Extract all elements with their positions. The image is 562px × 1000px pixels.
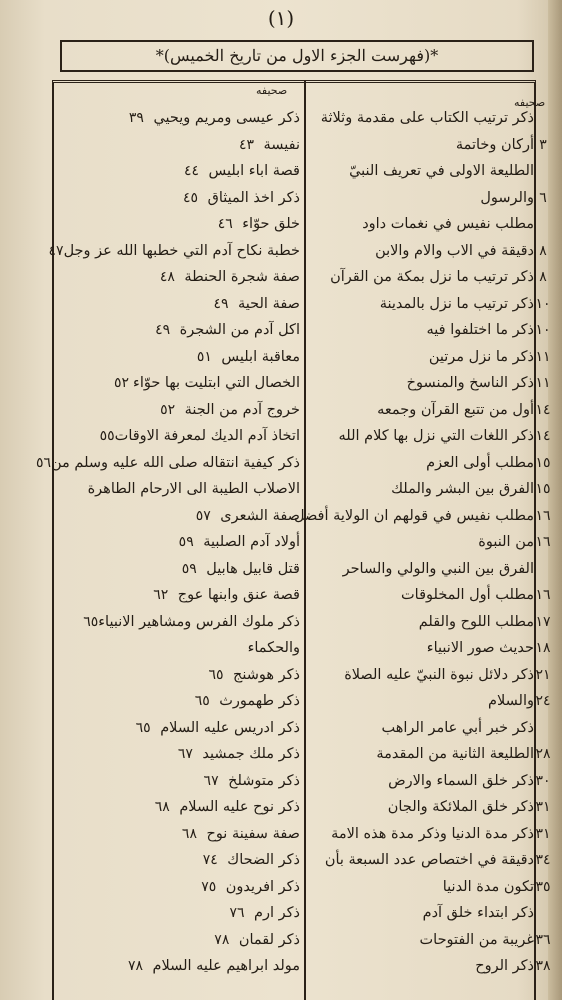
page-ref: ٣٤ <box>535 852 551 868</box>
entry-title: أركان وخاتمة <box>455 136 534 153</box>
entry-title: صفة شجرة الحنطة <box>184 269 300 285</box>
page-ref: ٣١ <box>535 799 551 815</box>
entry-title: حديث صور الانبياء <box>426 640 534 656</box>
entry-title: ذكر ترتيب ما نزل بمكة من القرآن <box>330 269 534 285</box>
entry-title: ذكر اللغات التي نزل بها كلام الله <box>338 428 534 444</box>
index-entry <box>110 587 300 603</box>
index-entry <box>309 428 551 444</box>
page-ref: ٤٣ <box>239 136 255 153</box>
page-ref: ٦٧ <box>203 772 219 789</box>
entry-title: نفيسة <box>263 136 300 153</box>
index-entry <box>110 905 300 921</box>
index-entry <box>110 163 300 179</box>
page-ref: ٤٩ <box>213 295 229 312</box>
index-entry <box>110 852 300 868</box>
index-entry <box>83 613 300 630</box>
index-entry <box>309 534 551 550</box>
entry-title: الخصال التي ابتليت بها حوّاء <box>133 375 300 391</box>
index-entry <box>110 640 300 656</box>
page-ref: ٦٢ <box>153 587 169 603</box>
index-entry <box>309 561 534 577</box>
page-ref: ٤٩ <box>155 322 171 338</box>
page-ref: ١١ <box>535 375 551 391</box>
index-entry <box>110 508 300 524</box>
index-entry <box>309 640 551 656</box>
entry-title: ذكر متوشلخ <box>228 772 300 789</box>
entry-title: ذكر لقمان <box>238 931 300 948</box>
index-entry <box>309 666 551 683</box>
page-ref: ١٤ <box>535 401 551 418</box>
entry-title: خلق حوّاء <box>242 216 300 232</box>
entry-title: صفة الحية <box>238 295 300 312</box>
index-entry <box>309 746 551 762</box>
entry-title: ذكر ترتيب الكتاب على مقدمة وثلاثة <box>320 110 534 126</box>
entry-title: والسلام <box>487 693 534 709</box>
page-ref: ٧٥ <box>201 878 217 895</box>
entry-title: ذكر افريدون <box>225 878 300 895</box>
index-entry <box>309 878 551 895</box>
page-ref: ٦٥ <box>208 666 224 683</box>
page-ref: ٢٨ <box>535 746 551 762</box>
page-ref: ٣٩ <box>128 110 144 126</box>
entry-title: ذكر خبر أبي عامر الراهب <box>381 719 534 736</box>
index-entry <box>309 905 534 921</box>
page-ref: ٧٤ <box>202 852 218 868</box>
page-ref: ٧٨ <box>214 931 230 948</box>
entry-title: صفة سفينة نوح <box>206 825 300 842</box>
page-ref: ٥٥ <box>99 428 115 444</box>
entry-title: والحكماء <box>247 640 300 656</box>
entry-title: مولد ابراهيم عليه السلام <box>152 958 300 974</box>
index-entry <box>309 348 551 365</box>
entry-title: ذكر ارم <box>254 905 300 921</box>
index-entry <box>48 242 300 259</box>
page-ref: ٧٨ <box>127 958 144 974</box>
index-entry <box>110 269 300 285</box>
page-ref: ٤٨ <box>159 269 175 285</box>
entry-title: الطليعة الثانية من المقدمة <box>376 746 534 762</box>
page-ref: ٤٥ <box>183 189 199 206</box>
index-entry <box>35 454 300 471</box>
entry-title: الطليعة الاولى في تعريف النبيّ <box>349 163 534 179</box>
entry-title: قصة اباء ابليس <box>208 163 300 179</box>
index-entry <box>309 242 547 259</box>
page-ref: ٥٦ <box>35 454 51 471</box>
page-ref: ٤٦ <box>217 216 233 232</box>
page-ref: ٥١ <box>196 348 212 365</box>
entry-title: اتخاذ آدم الديك لمعرفة الاوقات <box>114 428 300 444</box>
page-ref: ٣٥ <box>535 878 551 895</box>
entry-title: ذكر ما نزل مرتين <box>428 348 534 365</box>
page-ref: ٦٨ <box>154 799 170 815</box>
entry-title: ذكر ابتداء خلق آدم <box>422 905 534 921</box>
entry-title: ذكر الروح <box>475 958 534 974</box>
index-entry <box>110 561 300 577</box>
page-ref: ٥٩ <box>178 534 194 550</box>
index-entry <box>309 693 551 709</box>
entry-title: الفرق بين النبي والولي والساحر <box>342 560 534 577</box>
left-column-header: صحيفه <box>256 84 288 97</box>
index-entry <box>110 826 300 842</box>
index-entry <box>110 190 300 206</box>
index-entry <box>294 507 551 524</box>
entry-title: مطلب أولى العزم <box>426 454 534 471</box>
entry-title: من النبوة <box>478 534 534 550</box>
page-ref: ١٦ <box>535 534 551 550</box>
page-ref: ٦٧ <box>177 746 193 762</box>
page-ref: ١١ <box>535 348 551 365</box>
index-entry <box>309 481 551 497</box>
index-entry <box>110 693 300 709</box>
index-entry <box>309 189 547 206</box>
page-ref: ١٠ <box>535 295 551 312</box>
page-ref: ٥٢ <box>160 401 176 418</box>
index-entry <box>309 136 547 153</box>
entry-title: أول من تتبع القرآن وجمعه <box>377 401 534 418</box>
entry-title: ذكر اخذ الميثاق <box>207 189 300 206</box>
index-entry <box>110 667 300 683</box>
index-entry <box>309 613 551 630</box>
entry-title: ذكر الناسخ والمنسوخ <box>406 375 534 391</box>
page-ref: ١٥ <box>535 481 551 497</box>
entry-title: ذكر ملوك الفرس ومشاهير الانبياء <box>98 613 300 630</box>
entry-title: ذكر مدة الدنيا وذكر مدة هذه الامة <box>331 825 534 842</box>
entry-title: خطبة نكاح آدم التي خطبها الله عز وجل <box>63 242 300 259</box>
page-ref: ٣١ <box>535 825 551 842</box>
index-entry <box>309 216 534 232</box>
entry-title: خروج آدم من الجنة <box>184 401 300 418</box>
page-ref: ١٥ <box>535 454 551 471</box>
index-entry <box>110 375 300 391</box>
index-entry <box>309 772 551 789</box>
entry-title: ذكر خلق الملائكة والجان <box>387 799 534 815</box>
entry-title: مطلب اللوح والقلم <box>418 613 534 630</box>
index-entry <box>110 216 300 232</box>
page-ref: ٥٩ <box>181 560 197 577</box>
index-entry <box>99 428 300 444</box>
page-ref: ١٧ <box>535 613 551 630</box>
entry-title: ذكر الضحاك <box>227 852 300 868</box>
index-entry <box>309 454 551 471</box>
index-entry <box>309 163 534 179</box>
right-column-header: صحيفه <box>514 96 546 109</box>
entry-title: ذكر نوح عليه السلام <box>179 799 300 815</box>
index-entry <box>110 402 300 418</box>
index-entry <box>110 349 300 365</box>
index-entry <box>110 879 300 895</box>
index-entry <box>309 720 534 736</box>
index-entry <box>110 746 300 762</box>
page-ref: ١٤ <box>535 428 551 444</box>
index-title: *(فهرست الجزء الاول من تاريخ الخميس)* <box>60 40 534 72</box>
entry-title: الاصلاب الطيبة الى الارحام الطاهرة <box>87 481 300 497</box>
entry-title: قتل قابيل هابيل <box>206 560 300 577</box>
index-entry <box>309 110 534 126</box>
page-number: (١) <box>267 6 295 30</box>
index-entry <box>309 295 551 312</box>
index-entry <box>110 773 300 789</box>
index-entry <box>110 799 300 815</box>
entry-title: صفة الشعرى <box>220 507 300 524</box>
entry-title: دقيقة في الاب والام والابن <box>375 242 534 259</box>
entry-title: دقيقة في اختصاص عدد السبعة بأن <box>324 852 534 868</box>
page-ref: ٦٨ <box>181 825 197 842</box>
index-entry <box>309 958 551 974</box>
page-ref: ٣ <box>539 136 547 153</box>
entry-title: مطلب أول المخلوقات <box>401 587 534 603</box>
page-ref: ٣٨ <box>535 958 551 974</box>
index-entry <box>309 931 551 948</box>
page-ref: ٤٤ <box>183 163 199 179</box>
entry-title: ذكر كيفية انتقاله صلى الله عليه وسلم من <box>51 454 300 471</box>
index-entry <box>309 322 551 338</box>
page-ref: ١٦ <box>535 507 551 524</box>
index-entry <box>309 587 551 603</box>
page-ref: ٣٠ <box>535 772 551 789</box>
page-ref: ٢١ <box>535 666 551 683</box>
entry-title: ذكر طهمورث <box>219 693 300 709</box>
page-ref: ٦ <box>539 189 547 206</box>
page-ref: ٦٥ <box>135 719 151 736</box>
entry-title: ذكر ترتيب ما نزل بالمدينة <box>379 295 534 312</box>
index-entry <box>309 799 551 815</box>
page-ref: ٨ <box>539 269 547 285</box>
entry-title: قصة عنق وابنها عوج <box>177 587 300 603</box>
entry-title: غريبة من الفتوحات <box>419 931 534 948</box>
index-entry <box>110 958 300 974</box>
entry-title: ذكر ما اختلفوا فيه <box>426 322 534 338</box>
page-ref: ٦٥ <box>194 693 210 709</box>
page-ref: ٥٧ <box>195 507 211 524</box>
entry-title: ذكر هوشنج <box>233 666 300 683</box>
entry-title: ذكر دلائل نبوة النبيّ عليه الصلاة <box>344 666 534 683</box>
index-entry <box>110 296 300 312</box>
entry-title: مطلب نفيس في نغمات داود <box>362 216 534 232</box>
index-entry <box>110 110 300 126</box>
entry-title: ذكر عيسى ومريم ويحيي <box>153 110 300 126</box>
page-ref: ٧٦ <box>229 905 245 921</box>
index-entry <box>110 322 300 338</box>
page-ref: ٦٥ <box>83 613 99 630</box>
index-entry <box>309 269 547 285</box>
page-ref: ١٠ <box>535 322 551 338</box>
entry-title: تكون مدة الدنيا <box>442 878 534 895</box>
index-entry <box>309 852 551 868</box>
entry-title: ذكر ادريس عليه السلام <box>160 719 300 736</box>
entry-title: أولاد آدم الصلبية <box>203 534 300 550</box>
entry-title: الفرق بين البشر والملك <box>391 481 534 497</box>
page-ref: ٣٦ <box>535 931 551 948</box>
index-entry <box>110 534 300 550</box>
index-entry <box>110 720 300 736</box>
index-entry <box>110 137 300 153</box>
entry-title: ذكر ملك جمشيد <box>202 746 300 762</box>
entry-title: ذكر خلق السماء والارض <box>388 772 534 789</box>
index-entry <box>110 932 300 948</box>
page-ref: ٤٧ <box>48 242 64 259</box>
index-entry <box>309 401 551 418</box>
page-ref: ٨ <box>539 242 547 259</box>
page-ref: ١٨ <box>535 640 551 656</box>
index-entry <box>309 375 551 391</box>
entry-title: والرسول <box>480 189 534 206</box>
page-ref: ٥٢ <box>113 375 130 391</box>
entry-title: اكل آدم من الشجرة <box>179 322 300 338</box>
index-entry <box>87 481 300 497</box>
page-ref: ١٦ <box>535 587 551 603</box>
entry-title: مطلب نفيس في قولهم ان الولاية أفضل <box>294 507 534 524</box>
page-ref: ٢٤ <box>535 693 551 709</box>
column-divider <box>304 80 306 1000</box>
entry-title: معاقبة ابليس <box>221 348 300 365</box>
index-entry <box>309 825 551 842</box>
